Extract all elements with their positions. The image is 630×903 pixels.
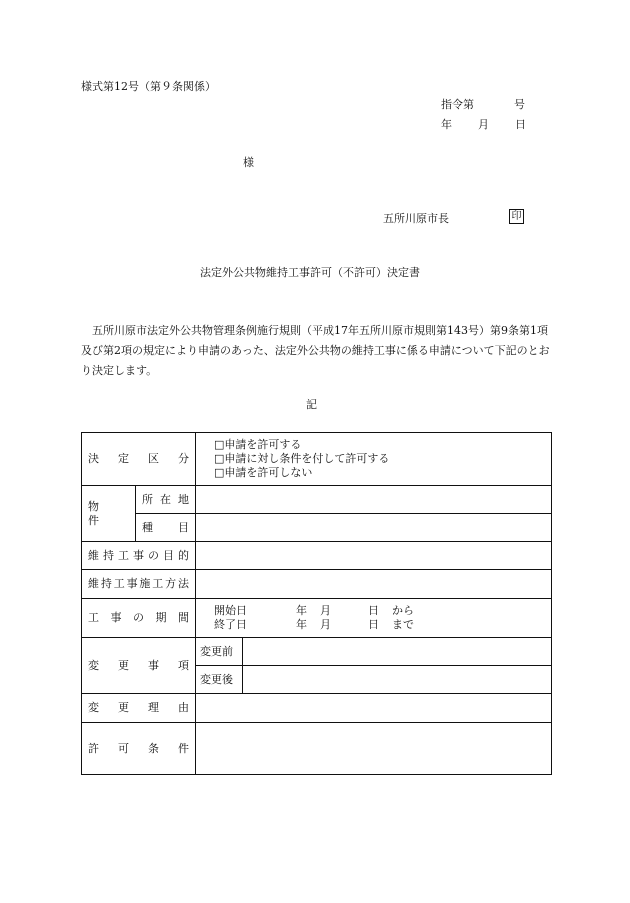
date-year: 年 [441, 118, 452, 131]
issuer: 五所川原市長 [383, 212, 449, 225]
change-before-row [82, 638, 552, 666]
type-row [82, 514, 552, 542]
period-end [214, 618, 545, 632]
before-label: 変更前 [196, 638, 243, 666]
option-approve-with-conditions[interactable]: □申請に対し条件を付して許可する [214, 452, 390, 465]
order-label: 指令第 [441, 98, 474, 111]
method-label: 維持工事施工方法 [82, 570, 196, 599]
option-reject[interactable]: □申請を許可しない [214, 466, 313, 479]
end-day: 日 [368, 618, 379, 631]
start-label: 開始日 [214, 604, 247, 617]
form-id: 様式第12号（第９条関係） [81, 80, 216, 93]
ki-heading: 記 [306, 398, 317, 411]
change-reason-value[interactable] [196, 694, 552, 723]
after-label: 変更後 [196, 666, 243, 694]
before-value[interactable] [243, 638, 552, 666]
seal-mark: 印 [509, 209, 524, 224]
after-value[interactable] [243, 666, 552, 694]
start-year: 年 [296, 604, 307, 617]
period-row [82, 599, 552, 638]
conditions-label: 許 可 条 件 [82, 723, 196, 775]
end-year: 年 [296, 618, 307, 631]
purpose-row [82, 542, 552, 570]
method-value[interactable] [196, 570, 552, 599]
method-row [82, 570, 552, 599]
date-month: 月 [478, 118, 489, 131]
document-title: 法定外公共物維持工事許可（不許可）決定書 [200, 266, 420, 279]
end-label: 終了日 [214, 618, 247, 631]
start-suffix: から [392, 604, 414, 617]
end-month: 月 [320, 618, 331, 631]
decision-options [196, 433, 552, 486]
decision-table [81, 432, 552, 775]
purpose-label: 維持工事の目的 [82, 542, 196, 570]
decision-label: 決 定 区 分 [82, 433, 196, 486]
location-label: 所在地 [136, 486, 196, 514]
change-label: 変 更 事 項 [82, 638, 196, 694]
change-reason-row [82, 694, 552, 723]
start-day: 日 [368, 604, 379, 617]
location-row [82, 486, 552, 514]
conditions-row [82, 723, 552, 775]
location-value[interactable] [196, 486, 552, 514]
period-values[interactable] [196, 599, 552, 638]
change-reason-label: 変 更 理 由 [82, 694, 196, 723]
property-label: 物 件 [82, 486, 136, 542]
date-day: 日 [515, 118, 526, 131]
order-number-line [441, 98, 525, 112]
order-suffix: 号 [514, 98, 525, 111]
end-suffix: まで [392, 618, 414, 631]
start-month: 月 [320, 604, 331, 617]
conditions-value[interactable] [196, 723, 552, 775]
decision-row [82, 433, 552, 486]
body-text [81, 321, 551, 381]
period-label: 工 事 の 期 間 [82, 599, 196, 638]
date-line [441, 118, 526, 132]
option-approve[interactable]: □申請を許可する [214, 438, 302, 451]
addressee: 様 [243, 156, 254, 169]
period-start [214, 604, 545, 618]
type-label: 種 目 [136, 514, 196, 542]
body-paragraph: 五所川原市法定外公共物管理条例施行規則（平成17年五所川原市規則第143号）第9条第1項及び第2項の規定により申請のあった、法定外公共物の維持工事に係る申請について下記のとおり決定します。 [81, 324, 550, 377]
purpose-value[interactable] [196, 542, 552, 570]
type-value[interactable] [196, 514, 552, 542]
